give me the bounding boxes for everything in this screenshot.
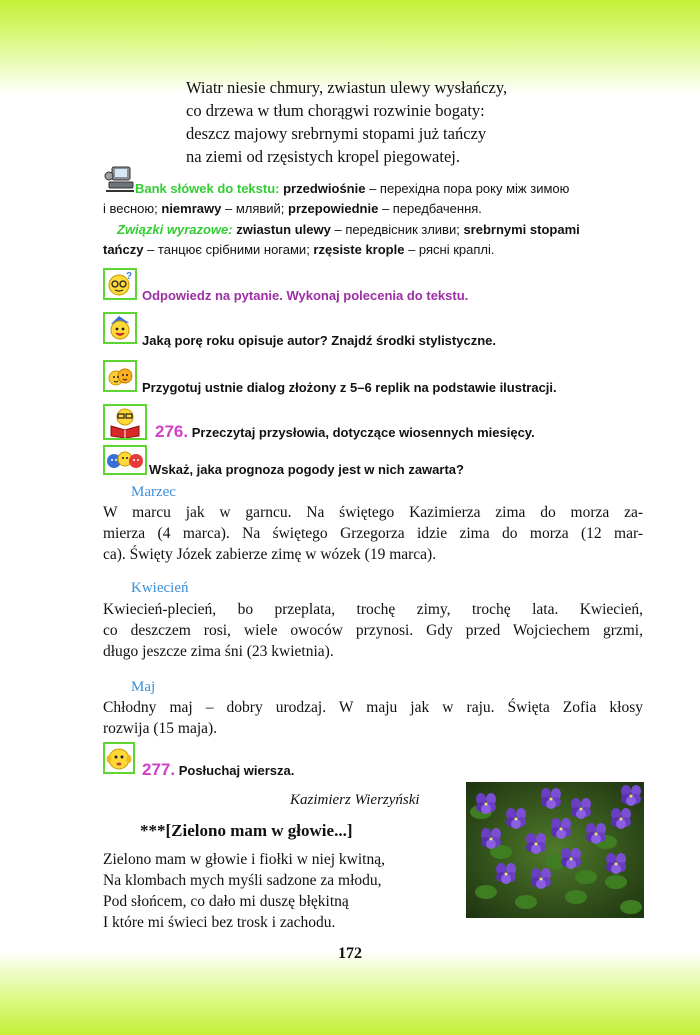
phrase-translation: – танцює срібними ногами; xyxy=(143,242,314,257)
task-prepare-dialog: Przygotuj ustnie dialog złożony z 5–6 replik na podstawie ilustracji. xyxy=(142,380,557,395)
task-number: 276. xyxy=(155,422,189,441)
poem-top-line: co drzewa w tłum chorągwi rozwinie bogaty: xyxy=(186,101,485,120)
phrase-word: tańczy xyxy=(103,242,144,257)
poem-title: ***[Zielono mam w głowie...] xyxy=(140,821,353,840)
vocab-bank xyxy=(103,179,648,219)
task-276 xyxy=(155,422,535,442)
task-number: 277. xyxy=(142,760,176,779)
phrase-word: rzęsiste krople xyxy=(313,242,405,257)
poem-top-line: deszcz majowy srebrnymi stopami już tańczy xyxy=(186,124,487,143)
listening-face-icon xyxy=(103,742,135,774)
proverb-line: długo jeszcze zima śni (23 kwietnia). xyxy=(103,643,334,660)
phrase-word: srebrnymi stopami xyxy=(463,222,580,237)
proverb-line: Kwiecień-plecień, bo przeplata, trochę zimy, trochę lata. Kwiecień, xyxy=(103,601,643,618)
svg-text:?: ? xyxy=(126,271,133,282)
poem-bottom-line: I które mi świeci bez trosk i zachodu. xyxy=(103,914,336,931)
month-proverbs-april xyxy=(103,599,643,662)
proverb-line: co deszczem rosi, wiele owoców przynosi. Gdy przed Wojciechem grzmi, xyxy=(103,622,643,639)
month-proverbs-may xyxy=(103,697,643,739)
proverb-line: Chłodny maj – dobry urodzaj. W maju jak w raju. Święta Zofia kłosy xyxy=(103,699,643,716)
two-faces-icon xyxy=(103,360,137,392)
proverb-line: mierza (4 marca). Na świętego Grzegorza idzie zima do morza (12 mar- xyxy=(103,525,643,542)
poem-bottom-line: Pod słońcem, co dało mi duszę błękitną xyxy=(103,893,349,910)
vocab-translation: – перехідна пора року між зимою xyxy=(365,181,570,196)
month-proverbs-march xyxy=(103,502,643,565)
month-title-march: Marzec xyxy=(131,484,176,500)
month-title-april: Kwiecień xyxy=(131,580,189,596)
vocab-word: przepowiednie xyxy=(288,201,379,216)
vocab-translation: – передбачення. xyxy=(378,201,482,216)
phrase-word: zwiastun ulewy xyxy=(236,222,331,237)
vocab-word: niemrawy xyxy=(161,201,222,216)
poem-top-line: Wiatr niesie chmury, zwiastun ulewy wysłańczy, xyxy=(186,78,508,97)
reading-book-icon xyxy=(103,404,147,440)
phrases xyxy=(103,220,648,260)
vocab-translation: – млявий; xyxy=(221,201,289,216)
three-faces-icon xyxy=(103,445,147,475)
poem-bottom-line: Na klombach mych myśli sadzone za młodu, xyxy=(103,872,382,889)
task-277 xyxy=(142,760,294,780)
proverb-line: W marcu jak w garncu. Na świętego Kazimierza zima do morza za- xyxy=(103,504,643,521)
violets-photo xyxy=(466,782,644,918)
poem-bottom-line: Zielono mam w głowie i fiołki w niej kwitną, xyxy=(103,851,385,868)
task-276-text: Przeczytaj przysłowia, dotyczące wiosennych miesięcy. xyxy=(191,425,535,440)
phrases-heading: Związki wyrazowe: xyxy=(117,222,233,237)
vocab-bank-heading: Bank słówek do tekstu: xyxy=(135,181,280,196)
page-number: 172 xyxy=(338,945,362,962)
phrase-translation: – рясні краплі. xyxy=(404,242,495,257)
task-forecast-question: Wskaż, jaka prognoza pogody jest w nich zawarta? xyxy=(149,462,464,477)
thinking-face-icon xyxy=(103,268,137,300)
task-answer-question: Odpowiedz na pytanie. Wykonaj polecenia do tekstu. xyxy=(142,288,469,303)
poem-top xyxy=(186,76,606,168)
smiley-hat-icon xyxy=(103,312,137,344)
poem-bottom xyxy=(103,849,385,933)
vocab-translation: і весною; xyxy=(103,201,162,216)
phrase-translation: – передвісник зливи; xyxy=(330,222,464,237)
poem-author: Kazimierz Wierzyński xyxy=(290,792,420,808)
task-277-text: Posłuchaj wiersza. xyxy=(178,763,295,778)
month-title-may: Maj xyxy=(131,679,156,695)
vocab-word: przedwiośnie xyxy=(283,181,366,196)
proverb-line: ca). Święty Józek zabierze zimę w wózek (19 marca). xyxy=(103,546,437,563)
proverb-line: rozwija (15 maja). xyxy=(103,720,218,737)
poem-top-line: na ziemi od rzęsistych kropel piegowatej. xyxy=(186,147,460,166)
task-season-question: Jaką porę roku opisuje autor? Znajdź środki stylistyczne. xyxy=(142,333,496,348)
